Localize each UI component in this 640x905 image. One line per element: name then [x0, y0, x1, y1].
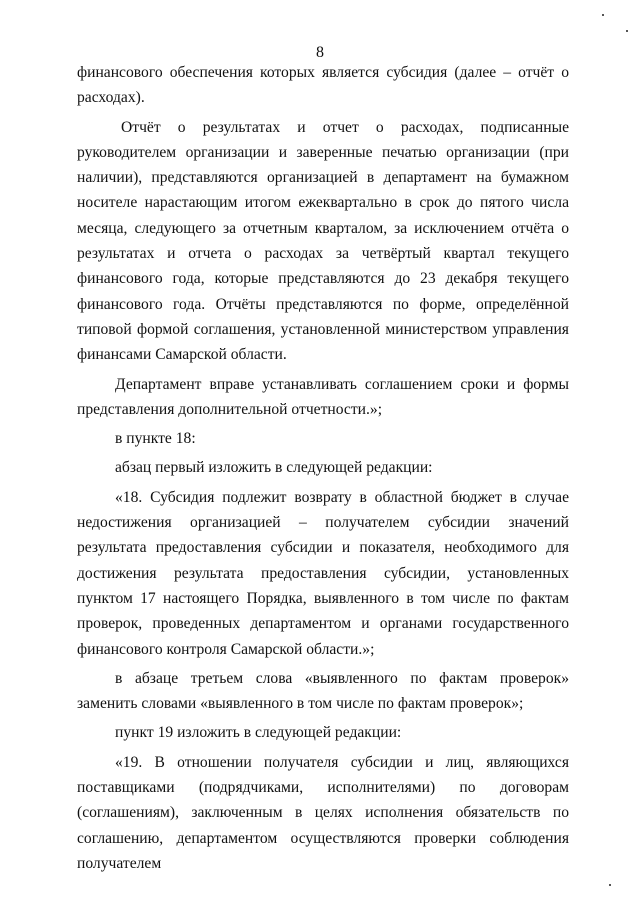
scan-speck [626, 30, 628, 32]
paragraph-expense-report-definition: финансового обеспечения которых является субсидия (далее – отчёт о расходах). [77, 64, 569, 107]
scan-speck [609, 884, 611, 886]
paragraph-additional-reporting: Департамент вправе устанавливать соглашением сроки и формы представления дополнительной отчетности.»; [77, 375, 569, 418]
paragraph-first-subparagraph: абзац первый изложить в следующей редакции: [115, 459, 433, 477]
paragraph-third-subparagraph: в абзаце третьем слова «выявленного по фактам проверок» заменить словами «выявленного в том числе по фактам проверок»; [77, 669, 569, 713]
scan-speck [602, 14, 604, 16]
paragraph-item-19-text: «19. В отношении получателя субсидии и лиц, являющихся поставщиками (подрядчиками, исполнителями) по договорам (соглашениям), заключенным в целях исполнения обязательств по соглашению, департаментом осуществляются проверки соблюдения получателем [77, 753, 569, 872]
page-number: 8 [316, 44, 324, 61]
paragraph-report-submission: Отчёт о результатах и отчет о расходах, подписанные руководителем организации и заверенные печатью организации (при наличии), представляются организацией в департамент на бумажном носителе нарастающим итогом ежеквартально в срок до пятого числа месяца, следующего за отчетным кварталом, за исключением отчёта о результатах и отчета о расходах за четвёртый квартал текущего финансового года, которые представляются до 23 декабря текущего финансового года. Отчёты представляются по форме, определённой типовой формой соглашения, установленной министерством управления финансами Самарской области. [77, 118, 569, 364]
paragraph-item-19-intro: пункт 19 изложить в следующей редакции: [115, 724, 402, 742]
document-body [77, 60, 569, 880]
paragraph-item-18-text: «18. Субсидия подлежит возврату в областной бюджет в случае недостижения организацией – получателем субсидии значений результата предоставления субсидии и показателя, необходимого для достижения результата предоставления субсидии, установленных пунктом 17 настоящего Порядка, выявленного в том числе по фактам проверок, проведенных департаментом и органами государственного финансового контроля Самарской области.»; [77, 488, 569, 658]
paragraph-item-18-intro: в пункте 18: [115, 430, 196, 448]
